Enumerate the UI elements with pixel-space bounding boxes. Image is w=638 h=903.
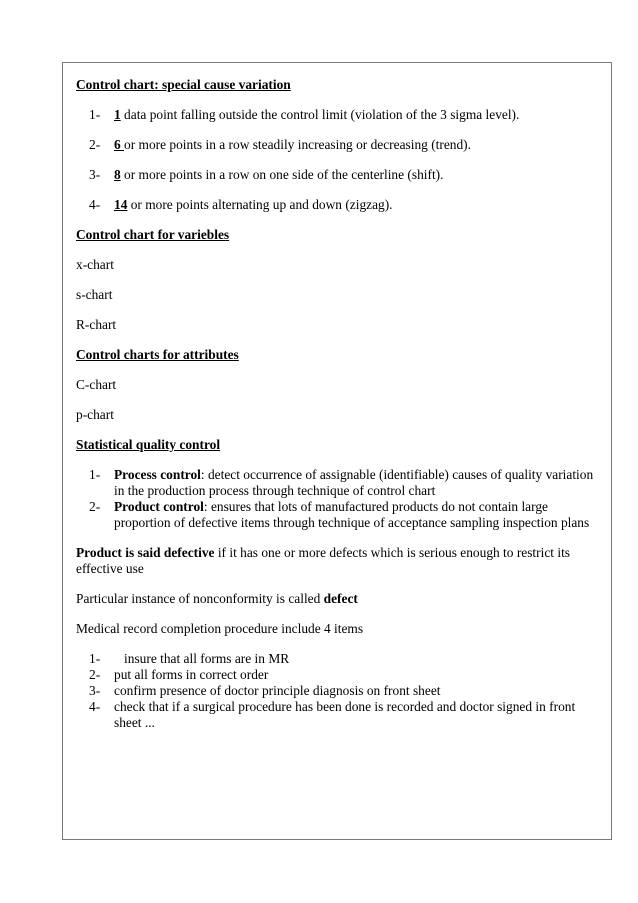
heading-sqc: Statistical quality control xyxy=(76,437,221,452)
chart-type-p: p-chart xyxy=(76,407,114,422)
list-item xyxy=(76,197,602,213)
list-number: 2- xyxy=(89,137,101,152)
list-number: 1- xyxy=(89,107,101,122)
list-key-number: 8 xyxy=(114,167,121,182)
list-number: 4- xyxy=(89,197,101,212)
list-text: or more points in a row on one side of the centerline (shift). xyxy=(120,167,444,182)
chart-type-r: R-chart xyxy=(76,317,117,332)
defective-text: if it has one or more defects which is serious enough to restrict its effective use xyxy=(76,545,570,576)
list-number: 4- xyxy=(89,699,101,714)
defective-definition xyxy=(76,545,602,577)
list-item xyxy=(76,683,602,699)
list-key-number: 1 xyxy=(114,107,121,122)
list-number: 1- xyxy=(89,467,101,482)
defect-text: Particular instance of nonconformity is called xyxy=(76,591,324,606)
list-text: or more points alternating up and down (zigzag). xyxy=(127,197,393,212)
list-item xyxy=(76,107,602,123)
list-item xyxy=(76,467,602,499)
chart-type-s: s-chart xyxy=(76,287,113,302)
heading-attributes: Control charts for attributes xyxy=(76,347,239,362)
list-term: Process control xyxy=(114,467,201,482)
list-item xyxy=(76,167,602,183)
medical-list xyxy=(76,651,602,731)
defect-term: defect xyxy=(323,591,358,606)
list-number: 2- xyxy=(89,667,101,682)
defective-term: Product is said defective xyxy=(76,545,215,560)
defect-definition xyxy=(76,591,602,607)
list-text: insure that all forms are in MR xyxy=(114,651,290,666)
chart-type-x: x-chart xyxy=(76,257,114,272)
list-item xyxy=(76,499,602,531)
sqc-list xyxy=(76,467,602,531)
list-text: check that if a surgical procedure has been done is recorded and doctor signed in front sheet ... xyxy=(114,699,576,730)
heading-special-cause: Control chart: special cause variation xyxy=(76,77,291,92)
list-number: 3- xyxy=(89,683,101,698)
medical-intro: Medical record completion procedure include 4 items xyxy=(76,621,364,636)
chart-type-c: C-chart xyxy=(76,377,117,392)
list-number: 3- xyxy=(89,167,101,182)
list-term: Product control xyxy=(114,499,204,514)
list-key-number: 14 xyxy=(114,197,128,212)
list-item xyxy=(76,667,602,683)
special-cause-list xyxy=(76,107,602,213)
list-text: or more points in a row steadily increasing or decreasing (trend). xyxy=(124,137,471,152)
list-number: 2- xyxy=(89,499,101,514)
list-item xyxy=(76,137,602,153)
list-text: : ensures that lots of manufactured products do not contain large proportion of defective items through technique of acceptance sampling inspection plans xyxy=(114,499,590,530)
list-text: confirm presence of doctor principle diagnosis on front sheet xyxy=(114,683,441,698)
list-item xyxy=(76,699,602,731)
document-body xyxy=(76,77,602,745)
heading-variables: Control chart for variebles xyxy=(76,227,230,242)
list-text: : detect occurrence of assignable (identifiable) causes of quality variation in the production process through technique of control chart xyxy=(114,467,594,498)
list-text: data point falling outside the control limit (violation of the 3 sigma level). xyxy=(120,107,520,122)
list-key-number: 6 xyxy=(114,137,125,152)
list-text: put all forms in correct order xyxy=(114,667,269,682)
list-number: 1- xyxy=(89,651,101,666)
list-item xyxy=(76,651,602,667)
